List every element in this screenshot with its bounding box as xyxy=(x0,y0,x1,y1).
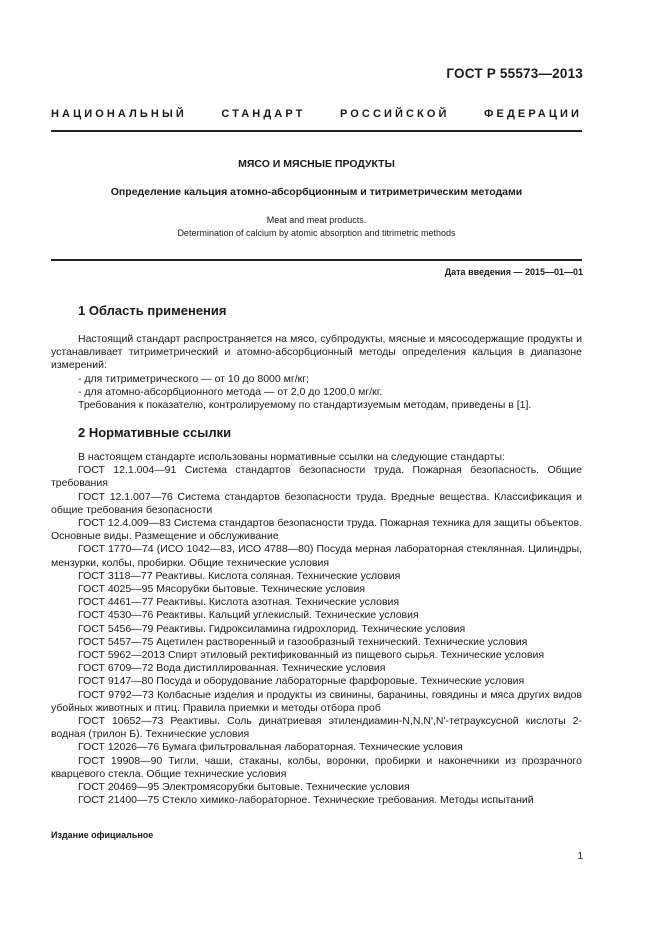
section-2-heading: 2 Нормативные ссылки xyxy=(78,425,232,440)
reference-item: ГОСТ 12.4.009—83 Система стандартов безопасности труда. Пожарная техника для защиты объектов. Основные виды. Размещение и обслуживание xyxy=(51,517,582,543)
reference-item: ГОСТ 4461—77 Реактивы. Кислота азотная. Технические условия xyxy=(78,596,400,609)
reference-item: ГОСТ 12026—76 Бумага фильтровальная лабораторная. Технические условия xyxy=(78,741,463,754)
reference-item: ГОСТ 5456—79 Реактивы. Гидроксиламина гидрохлорид. Технические условия xyxy=(78,622,466,635)
reference-item: ГОСТ 9792—73 Колбасные изделия и продукты из свинины, баранины, говядины и мяса других видов убойных животных и птиц. Правила приемки и методы отбора проб xyxy=(51,688,582,714)
section-1-paragraph: Требования к показателю, контролируемому по стандартизуемым методам, приведены в [1]. xyxy=(78,399,532,412)
reference-item: ГОСТ 12.1.004—91 Система стандартов безопасности труда. Пожарная безопасность. Общие требования xyxy=(51,464,582,490)
reference-item: ГОСТ 5962—2013 Спирт этиловый ректификованный из пищевого сырья. Технические условия xyxy=(78,649,545,662)
reference-item: ГОСТ 21400—75 Стекло химико-лабораторное. Технические требования. Методы испытаний xyxy=(78,794,534,807)
section-2-intro: В настоящем стандарте использованы нормативные ссылки на следующие стандарты: xyxy=(78,451,505,463)
reference-item: ГОСТ 5457—75 Ацетилен растворенный и газообразный технический. Технические условия xyxy=(78,635,528,648)
section-1-body xyxy=(51,333,582,412)
section-1-item: - для атомно-абсорбционного метода — от 2,0 до 1200,0 мг/кг. xyxy=(78,385,383,398)
english-title xyxy=(51,214,582,240)
reference-item: ГОСТ 1770—74 (ИСО 1042—83, ИСО 4788—80) Посуда мерная лабораторная стеклянная. Цилиндры, мензурки, колбы, пробирки. Общие технические условия xyxy=(51,543,582,569)
introduction-date: Дата введения — 2015—01—01 xyxy=(444,267,583,277)
document-subtitle: Определение кальция атомно-абсорбционным и титриметрическим методами xyxy=(110,186,523,198)
section-1-paragraph: Настоящий стандарт распространяется на мясо, субпродукты, мясные и мясосодержащие продукты и устанавливает титриметрический и атомно-абсорбционный методы определения кальция в диапазоне измерений: xyxy=(51,333,582,372)
top-divider xyxy=(51,130,582,132)
section-1-item: - для титриметрического — от 10 до 8000 мг/кг; xyxy=(78,372,309,385)
section-1-heading: 1 Область применения xyxy=(78,303,227,318)
section-2-body xyxy=(51,451,582,807)
page-number: 1 xyxy=(577,851,583,862)
english-title-line1: Meat and meat products. xyxy=(266,215,367,225)
reference-item: ГОСТ 19908—90 Тигли, чаши, стаканы, колбы, воронки, пробирки и наконечники из прозрачного кварцевого стекла. Общие технические условия xyxy=(51,754,582,780)
title-divider xyxy=(51,259,582,261)
reference-item: ГОСТ 3118—77 Реактивы. Кислота соляная. Технические условия xyxy=(78,569,401,582)
document-title: МЯСО И МЯСНЫЕ ПРОДУКТЫ xyxy=(238,158,395,170)
reference-item: ГОСТ 4530—76 Реактивы. Кальций углекислый. Технические условия xyxy=(78,609,419,622)
national-standard-line: НАЦИОНАЛЬНЫЙ СТАНДАРТ РОССИЙСКОЙ ФЕДЕРАЦИИ xyxy=(51,108,582,120)
reference-item: ГОСТ 6709—72 Вода дистиллированная. Технические условия xyxy=(78,662,386,675)
reference-item: ГОСТ 10652—73 Реактивы. Соль динатриевая этилендиамин-N,N,N',N'-тетрауксусной кислоты 2-водная (трилон Б). Технические условия xyxy=(51,715,582,741)
official-edition-label: Издание официальное xyxy=(51,830,154,840)
reference-item: ГОСТ 4025—95 Мясорубки бытовые. Технические условия xyxy=(78,583,366,596)
english-title-line2: Determination of calcium by atomic absorption and titrimetric methods xyxy=(177,228,456,238)
reference-item: ГОСТ 12.1.007—76 Система стандартов безопасности труда. Вредные вещества. Классификация и общие требования безопасности xyxy=(51,490,582,516)
standard-code: ГОСТ Р 55573—2013 xyxy=(446,66,583,81)
reference-item: ГОСТ 9147—80 Посуда и оборудование лабораторные фарфоровые. Технические условия xyxy=(78,675,525,688)
reference-item: ГОСТ 20469—95 Электромясорубки бытовые. Технические условия xyxy=(78,781,410,794)
